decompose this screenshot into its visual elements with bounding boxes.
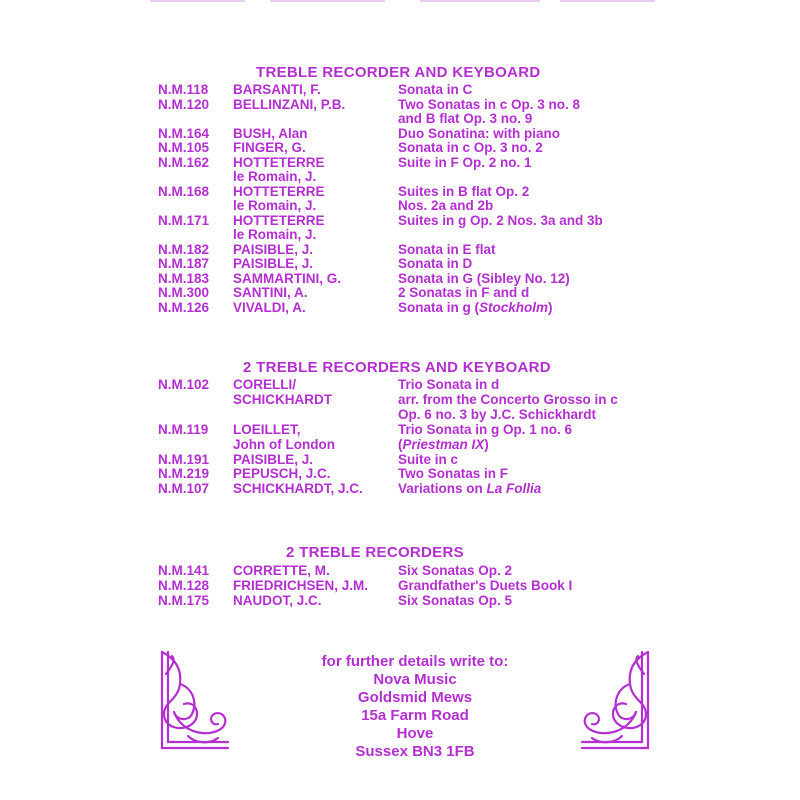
footer-line: Hove (396, 725, 434, 742)
work-title-italic: Priestman IX (402, 436, 485, 452)
work-title-text: Suite in F Op. 2 no. 1 (398, 154, 532, 170)
catalogue-row (0, 228, 800, 242)
catalogue-number: N.M.162 (158, 154, 210, 170)
work-title-text: ( (398, 436, 403, 452)
composer-name: le Romain, J. (233, 169, 317, 184)
work-title-text: Nos. 2a and 2b (398, 198, 494, 213)
section-heading: 2 TREBLE RECORDERS (286, 544, 464, 561)
catalogue-number: N.M.118 (158, 82, 209, 97)
work-title-text: and B flat Op. 3 no. 9 (398, 111, 533, 126)
composer-name: le Romain, J. (233, 198, 317, 213)
work-title-text: Suite in c (398, 451, 459, 467)
footer-line: 15a Farm Road (361, 707, 469, 724)
catalogue-number: N.M.107 (158, 481, 210, 497)
work-title (398, 378, 499, 392)
composer-name: HOTTETERRE (233, 183, 325, 199)
work-title-text: Trio Sonata in g Op. 1 no. 6 (398, 421, 573, 437)
catalogue-number: N.M.164 (158, 125, 210, 141)
footer-line: Goldsmid Mews (357, 689, 473, 706)
work-title (398, 301, 553, 315)
work-title-text: Suites in B flat Op. 2 (398, 183, 530, 199)
work-title-text: Variations on (398, 481, 487, 497)
catalogue-row (0, 83, 800, 97)
catalogue-number: N.M.300 (158, 285, 210, 300)
composer-name: NAUDOT, J.C. (233, 593, 322, 608)
catalogue-row (0, 272, 800, 286)
composer-name: SCHICKHARDT, J.C. (233, 481, 363, 497)
composer-name: HOTTETERRE (233, 212, 325, 228)
work-title (398, 257, 472, 271)
catalogue-row (0, 257, 800, 271)
work-title (398, 286, 529, 300)
work-title (398, 199, 493, 213)
work-title-text: Grandfather's Duets Book I (398, 578, 573, 593)
section-heading: 2 TREBLE RECORDERS AND KEYBOARD (243, 359, 551, 376)
catalogue-number: N.M.175 (158, 593, 210, 608)
work-title (398, 185, 529, 199)
work-title-text: Sonata in G (Sibley No. 12) (398, 270, 570, 286)
catalogue-number: N.M.191 (158, 451, 210, 467)
catalogue-number: N.M.119 (158, 421, 209, 437)
composer-name: BUSH, Alan (233, 125, 308, 141)
work-title (398, 594, 512, 608)
catalogue-row (0, 156, 800, 170)
composer-name: VIVALDI, A. (233, 299, 306, 315)
catalogue-row (0, 453, 800, 467)
work-title-text: Sonata in g ( (398, 299, 479, 315)
work-title (398, 467, 508, 481)
work-title-italic: La Follia (486, 481, 542, 497)
catalogue-row (0, 438, 800, 452)
footer-line: Nova Music (373, 671, 457, 688)
catalogue-number: N.M.168 (158, 183, 210, 199)
catalogue-row (0, 214, 800, 228)
catalogue-number: N.M.102 (158, 377, 210, 392)
catalogue-row (0, 301, 800, 315)
catalogue-number: N.M.126 (158, 299, 210, 315)
work-title-text: Six Sonatas Op. 5 (398, 593, 513, 608)
footer-line: Sussex BN3 1FB (355, 743, 475, 760)
work-title (398, 272, 570, 286)
work-title-text: Sonata in E flat (398, 241, 496, 257)
composer-name: LOEILLET, (233, 421, 301, 437)
catalogue-number: N.M.187 (158, 256, 210, 271)
celtic-knot-ornament-right-icon (578, 648, 658, 756)
catalogue-row (0, 141, 800, 155)
contact-address (250, 653, 580, 761)
work-title (398, 453, 458, 467)
composer-name: FINGER, G. (233, 140, 306, 155)
catalogue-row (0, 594, 800, 608)
composer-name: FRIEDRICHSEN, J.M. (233, 578, 369, 593)
work-title (398, 579, 572, 593)
work-title-text: Suites in g Op. 2 Nos. 3a and 3b (398, 212, 603, 228)
composer-name: PAISIBLE, J. (233, 241, 314, 257)
catalogue-row (0, 199, 800, 213)
catalogue-row (0, 170, 800, 184)
work-title-text: Trio Sonata in d (398, 377, 500, 392)
work-title (398, 438, 489, 452)
work-title (398, 98, 580, 112)
catalogue-row (0, 482, 800, 496)
catalogue-row (0, 579, 800, 593)
catalogue-row (0, 467, 800, 481)
work-title-text: arr. from the Concerto Grosso in c (398, 391, 618, 407)
composer-name: BELLINZANI, P.B. (233, 96, 346, 112)
work-title (398, 482, 541, 496)
work-title-text: 2 Sonatas in F and d (398, 285, 530, 300)
catalogue-number: N.M.105 (158, 140, 210, 155)
work-title-text: Sonata in D (398, 256, 473, 271)
celtic-knot-ornament-left-icon (152, 648, 232, 756)
catalogue-row (0, 408, 800, 422)
footer-intro: for further details write to: (321, 653, 509, 670)
work-title (398, 141, 543, 155)
work-title (398, 393, 618, 407)
composer-name: PAISIBLE, J. (233, 256, 314, 271)
work-title-text: Two Sonatas in c Op. 3 no. 8 (398, 96, 581, 112)
composer-name: SAMMARTINI, G. (233, 270, 341, 286)
work-title-text: Sonata in C (398, 82, 473, 97)
work-title (398, 564, 512, 578)
catalogue-row (0, 286, 800, 300)
work-title (398, 214, 603, 228)
catalogue-row (0, 112, 800, 126)
catalogue-row (0, 185, 800, 199)
work-title-text: Sonata in c Op. 3 no. 2 (398, 140, 543, 155)
work-title (398, 83, 472, 97)
composer-name: PAISIBLE, J. (233, 451, 314, 467)
catalogue-row (0, 243, 800, 257)
work-title-suffix: ) (548, 299, 553, 315)
catalogue-row (0, 378, 800, 392)
work-title (398, 112, 532, 126)
work-title (398, 127, 560, 141)
section-heading: TREBLE RECORDER AND KEYBOARD (256, 64, 541, 81)
catalogue-row (0, 423, 800, 437)
composer-name: John of London (233, 436, 335, 452)
catalogue-number: N.M.128 (158, 578, 210, 593)
composer-name: SANTINI, A. (233, 285, 308, 300)
catalogue-number: N.M.141 (158, 563, 210, 578)
work-title-text: Op. 6 no. 3 by J.C. Schickhardt (398, 406, 597, 422)
catalogue-row (0, 393, 800, 407)
composer-name: CORRETTE, M. (233, 563, 330, 578)
catalogue-number: N.M.219 (158, 466, 210, 482)
work-title-text: Duo Sonatina: with piano (398, 125, 560, 141)
work-title (398, 408, 596, 422)
catalogue-row (0, 564, 800, 578)
work-title (398, 243, 496, 257)
work-title-italic: Stockholm (479, 299, 549, 315)
composer-name: HOTTETERRE (233, 154, 325, 170)
composer-name: CORELLI/ (233, 377, 296, 392)
work-title (398, 156, 532, 170)
composer-name: BARSANTI, F. (233, 82, 321, 97)
catalogue-row (0, 98, 800, 112)
composer-name: SCHICKHARDT (233, 391, 332, 407)
work-title-suffix: ) (484, 436, 489, 452)
catalogue-number: N.M.120 (158, 96, 210, 112)
work-title (398, 423, 572, 437)
catalogue-number: N.M.171 (158, 212, 210, 228)
work-title-text: Two Sonatas in F (398, 466, 509, 482)
composer-name: PEPUSCH, J.C. (233, 466, 331, 482)
work-title-text: Six Sonatas Op. 2 (398, 563, 513, 578)
catalogue-number: N.M.183 (158, 270, 210, 286)
catalogue-row (0, 127, 800, 141)
composer-name: le Romain, J. (233, 227, 317, 242)
catalogue-number: N.M.182 (158, 241, 210, 257)
